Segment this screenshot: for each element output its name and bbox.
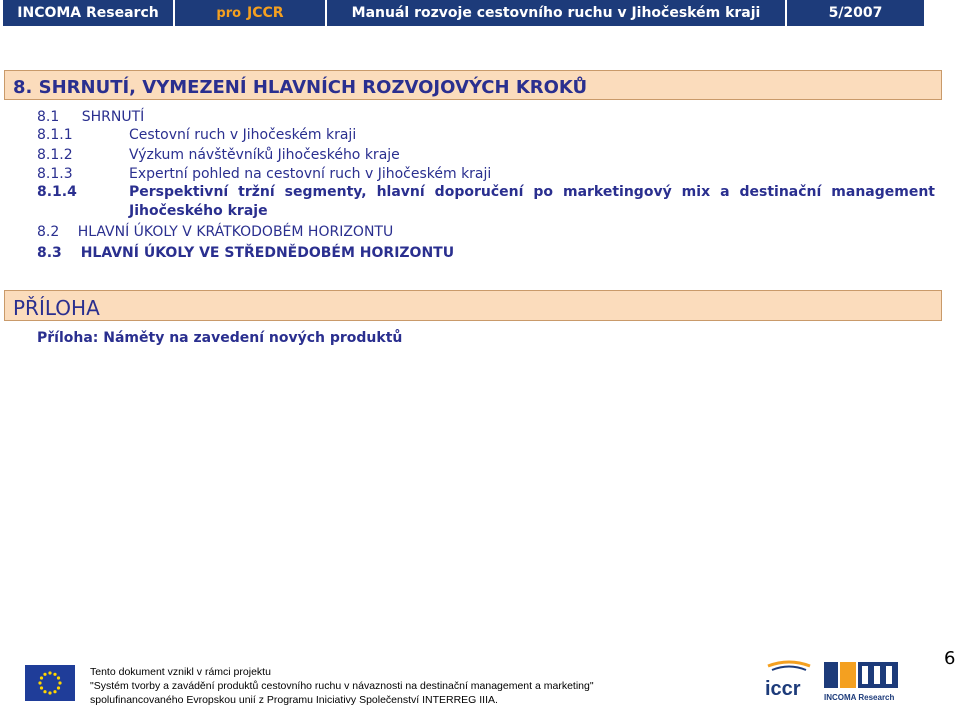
toc-num: 8.1.4 — [37, 184, 77, 200]
toc-num: 8.1.3 — [37, 166, 73, 182]
toc-num: 8.1.1 — [37, 127, 73, 143]
header-date — [787, 0, 924, 26]
footer-line-2: "Systém tvorby a zavádění produktů cestovního ruchu v návaznosti na destinační management a marketing" — [90, 680, 594, 692]
section-8-heading: 8. SHRNUTÍ, VYMEZENÍ HLAVNÍCH ROZVOJOVÝCH KROKŮ — [13, 77, 588, 98]
header-title — [327, 0, 785, 26]
toc-text: Perspektivní tržní segmenty, hlavní doporučení po marketingový mix a destinační management — [129, 184, 935, 200]
footer-line-3: spolufinancovaného Evropskou unií z Programu Iniciativy Společenství INTERREG IIIA. — [90, 694, 498, 706]
iccr-logo — [762, 660, 817, 704]
header-brand-label: INCOMA Research — [17, 5, 159, 21]
incoma-logo — [822, 660, 902, 704]
toc-text: HLAVNÍ ÚKOLY V KRÁTKODOBÉM HORIZONTU — [77, 224, 394, 240]
annex-banner — [4, 290, 942, 321]
header-pro-label: pro — [216, 5, 242, 21]
toc-item[interactable] — [37, 224, 393, 240]
toc-num: 8.1 — [37, 109, 60, 125]
toc-text: Expertní pohled na cestovní ruch v Jihočeském kraji — [129, 166, 492, 182]
annex-link[interactable]: Příloha: Náměty na zavedení nových produktů — [37, 330, 403, 346]
header-title-label: Manuál rozvoje cestovního ruchu v Jihočeském kraji — [351, 5, 761, 21]
iccr-logo-text: iccr — [765, 678, 801, 700]
header-partner — [175, 0, 325, 26]
page-number: 6 — [944, 648, 956, 669]
toc-text: SHRNUTÍ — [81, 109, 145, 125]
toc-num: 8.2 — [37, 224, 60, 240]
section-8-banner — [4, 70, 942, 100]
annex-heading: PŘÍLOHA — [13, 296, 100, 320]
header-jccr-label: JCCR — [247, 5, 284, 21]
toc-num: 8.1.2 — [37, 147, 73, 163]
toc-item[interactable] — [37, 109, 144, 125]
toc-item[interactable] — [37, 245, 454, 261]
incoma-logo-text: INCOMA Research — [824, 693, 895, 702]
toc-text: Výzkum návštěvníků Jihočeského kraje — [129, 147, 400, 163]
eu-stars-icon — [25, 665, 75, 701]
toc-num: 8.3 — [37, 245, 62, 261]
footer-line-1: Tento dokument vznikl v rámci projektu — [90, 666, 271, 678]
eu-flag-icon — [25, 665, 75, 701]
header-date-label: 5/2007 — [828, 5, 883, 21]
toc-text: Cestovní ruch v Jihočeském kraji — [129, 127, 357, 143]
header-brand — [3, 0, 173, 26]
toc-text: HLAVNÍ ÚKOLY VE STŘEDNĚDOBÉM HORIZONTU — [80, 245, 455, 261]
toc-text-continued: Jihočeského kraje — [129, 203, 268, 219]
